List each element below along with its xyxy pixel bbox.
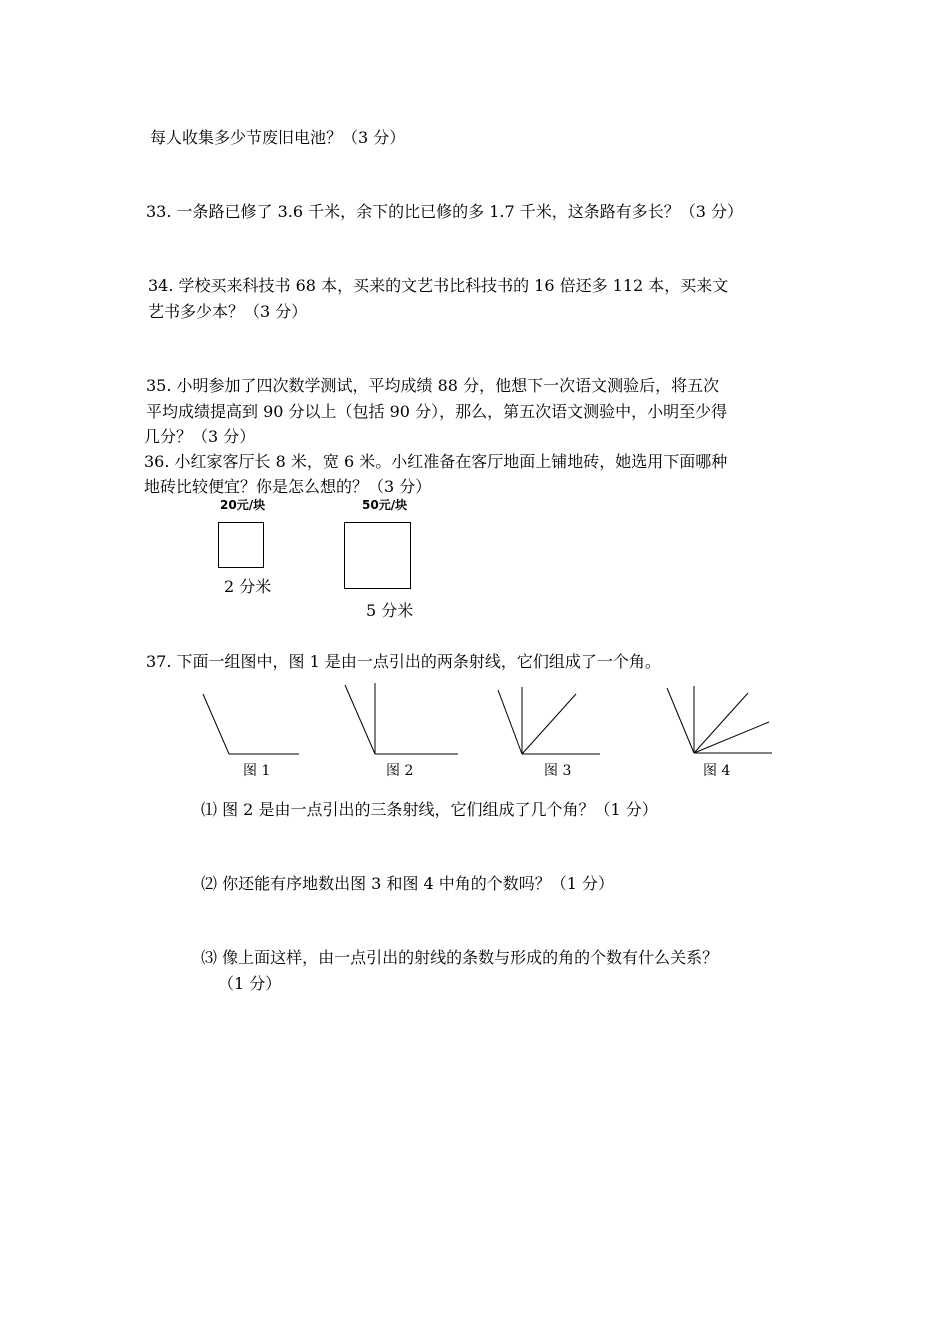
figure-4-label: 图 4 xyxy=(703,763,731,779)
figure-1-drawing xyxy=(195,680,305,760)
q36-text-line2: 地砖比较便宜？你是怎么想的？（3 分） xyxy=(144,477,432,496)
q33-text: 33. 一条路已修了 3.6 千米，余下的比已修的多 1.7 千米，这条路有多长？（3 分） xyxy=(146,202,744,221)
q37-intro-text: 37. 下面一组图中，图 1 是由一点引出的两条射线，它们组成了一个角。 xyxy=(146,652,661,671)
tile-large-square xyxy=(344,522,411,589)
tile-small-size: 2 分米 xyxy=(224,577,272,596)
tile-small-price: 20元/块 xyxy=(220,498,266,512)
q37-sub1-text: ⑴ 图 2 是由一点引出的三条射线，它们组成了几个角？（1 分） xyxy=(201,800,658,819)
tile-large-price: 50元/块 xyxy=(362,498,408,512)
figure-3-drawing xyxy=(490,680,610,760)
q37-sub3-text-line2: （1 分） xyxy=(218,974,282,993)
q37-sub2-text: ⑵ 你还能有序地数出图 3 和图 4 中角的个数吗？（1 分） xyxy=(201,874,615,893)
q35-text-line3: 几分？（3 分） xyxy=(144,427,256,446)
q34-text-line1: 34. 学校买来科技书 68 本，买来的文艺书比科技书的 16 倍还多 112 本，买来文 xyxy=(148,276,729,295)
q36-text-line1: 36. 小红家客厅长 8 米，宽 6 米。小红准备在客厅地面上铺地砖，她选用下面哪种 xyxy=(144,452,728,471)
q35-text-line2: 平均成绩提高到 90 分以上（包括 90 分），那么，第五次语文测验中，小明至少得 xyxy=(146,402,728,421)
q32-tail-text: 每人收集多少节废旧电池？（3 分） xyxy=(150,128,406,147)
q35-text-line1: 35. 小明参加了四次数学测试，平均成绩 88 分，他想下一次语文测验后，将五次 xyxy=(146,376,720,395)
figure-4-drawing xyxy=(660,680,780,760)
tile-small-square xyxy=(218,522,264,568)
figure-2-drawing xyxy=(338,680,463,760)
figure-3-label: 图 3 xyxy=(544,763,572,779)
q37-sub3-text-line1: ⑶ 像上面这样，由一点引出的射线的条数与形成的角的个数有什么关系？ xyxy=(201,948,719,967)
q34-text-line2: 艺书多少本？（3 分） xyxy=(148,302,308,321)
tile-large-size: 5 分米 xyxy=(366,601,414,620)
figure-1-label: 图 1 xyxy=(243,763,271,779)
figure-2-label: 图 2 xyxy=(386,763,414,779)
